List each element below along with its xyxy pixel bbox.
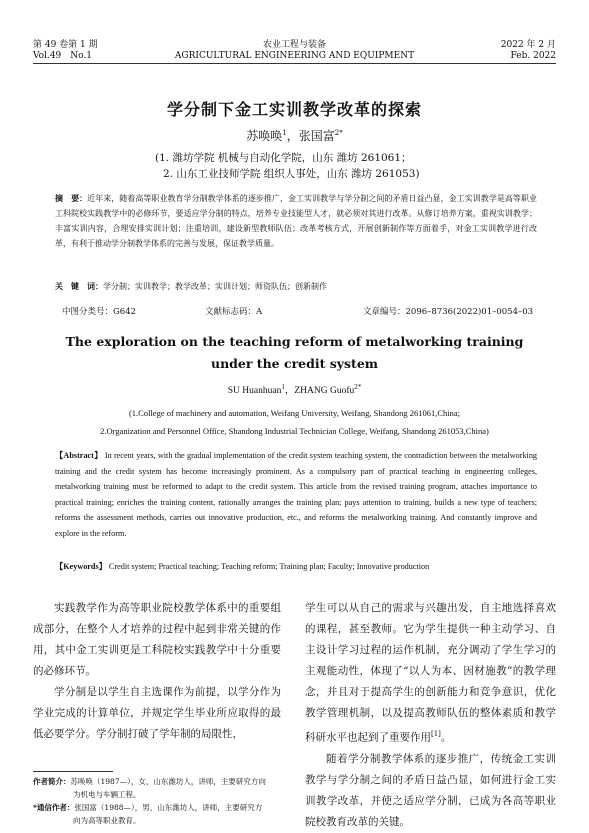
abstract-cn	[55, 191, 537, 251]
article-number-value: 2096–8736(2022)01–0054–03	[405, 307, 534, 317]
abstract-en-label: 【Abstract】	[55, 451, 103, 460]
abstract-cn-text: 近年来，随着高等职业教育学分制教学体系的逐步推广，金工实训教学与学分制之间的矛盾日益凸显，金工实训教学是高等职业工科院校实践教学中的必修环节，要适应学分制的特点，培养专业技能型人才，就必须对其进行改革。从修订培养方案，重视实训教学；丰富实训内容，合理安排实训计划；注重培训，建设新型教师队伍；改革考核方式，开展创新制作等方面着手，对金工实训教学进行改革，有利于推动学分制教学体系的完善与发展，保证教学质量。	[55, 194, 537, 248]
footnote-rule	[33, 771, 113, 772]
paper-title-en-line1: The exploration on the teaching reform of metalworking training	[65, 334, 524, 349]
classification-value: G642	[113, 307, 137, 317]
author2-en-sup: 2*	[354, 382, 362, 391]
header-date	[501, 40, 556, 62]
header-rule	[33, 63, 556, 64]
footnote-author-line1: 苏唤唤（1987—），女，山东潍坊人，讲师，主要研究方向	[70, 777, 266, 786]
footnote-author-line2: 为机电与车辆工程。	[73, 790, 141, 799]
abstract-en-text: In recent years, with the gradual implementation of the credit system teaching system, the contradiction between the metalworking training and the credit system has become increasingly prominent. As a compulsory part of practical teaching in engineering colleges, metalworking training must be reformed to adapt to the credit system. This article from the revised training program, attaches importance to practical training; enriches the training content, rationally arranges the training plan; pays attention to training, builds a new type of teachers; reforms the assessment methods, carries out innovative production, etc., and reforms the metalworking training. And constantly improve and explore in the reform.	[55, 451, 538, 538]
affiliation-1-cn: (1. 潍坊学院 机械与自动化学院，山东 潍坊 261061；	[155, 152, 412, 164]
author-sep-en: ，	[284, 386, 295, 396]
author2-cn-sup: 2*	[334, 129, 343, 137]
body-paragraph: 学分制是以学生自主选课作为前提，以学分作为学业完成的计算单位，并规定学生毕业所应取得的最低必要学分。学分制打破了学年制的局限性，	[33, 686, 281, 740]
classification-number	[62, 305, 136, 317]
keywords-en-text: Credit system; Practical teaching; Teaching reform; Training plan; Faculty; Innovative production	[108, 562, 430, 571]
affiliations-en	[0, 404, 589, 440]
footnote-corresponding-line1: 张国富（1988—），男，山东潍坊人，讲师，主要研究方	[74, 803, 263, 812]
header-volume-en: Vol.49 No.1	[33, 51, 93, 61]
document-code-label: 文献标志码：	[205, 307, 257, 317]
header-journal-cn: 农业工程与装备	[262, 40, 326, 50]
keywords-cn	[55, 281, 537, 292]
keywords-cn-text: 学分制；实训教学；教学改革；实训计划；师资队伍；创新制作	[103, 282, 327, 291]
document-code	[205, 305, 262, 317]
author1-en-sup: 1	[281, 382, 285, 391]
author1-cn-sup: 1	[282, 129, 287, 137]
classification-label: 中图分类号：	[62, 307, 114, 317]
authors-en	[0, 382, 589, 396]
author2-en: ZHANG Guofu	[294, 386, 355, 396]
author1-cn: 苏唤唤	[246, 129, 283, 143]
footnotes	[33, 775, 281, 827]
header-date-en: Feb. 2022	[510, 51, 556, 61]
body-paragraph: 随着学分制教学体系的逐步推广，传统金工实训教学与学分制之间的矛盾日益凸显，如何进行金工实训教学改革，并使之适应学分制，已成为各高等职业院校教育改革的关键。	[305, 752, 556, 828]
body-column-left	[33, 598, 281, 745]
document-code-value: A	[256, 307, 263, 317]
citation-ref: [1]	[431, 730, 441, 738]
body-column-right	[305, 598, 556, 833]
body-paragraph: 实践教学作为高等职业院校教学体系中的重要组成部分，在整个人才培养的过程中起到非常关键的作用，其中金工实训更是工科院校实践教学中十分重要的必修环节。	[33, 602, 281, 677]
keywords-en	[55, 561, 537, 572]
author2-cn: 张国富	[298, 129, 335, 143]
article-number	[363, 305, 533, 317]
footnote-corresponding-line2: 向为高等职业教育。	[73, 816, 141, 825]
footnote-corresponding	[33, 801, 281, 814]
body-paragraph-text: 学生可以从自己的需求与兴趣出发，自主地选择喜欢的课程，甚至教师。它为学生提供一种主动学习、自主设计学习过程的运作机制，充分调动了学生学习的主观能动性，体现了“以人为本、因材施教”的教学理念，并且对于提高学生的创新能力和竞争意识，优化教学管理机制，以及提高教师队伍的整体素质和教学科研水平也起到了重要作用	[305, 602, 556, 744]
abstract-cn-label: 摘 要：	[55, 193, 88, 203]
abstract-en	[55, 448, 537, 542]
footnote-corresponding-label: *通信作者：	[33, 803, 75, 812]
authors-cn	[0, 127, 589, 144]
affiliation-1-en: (1.College of machinery and automation, Weifang University, Weifang, Shandong 261061,China;	[128, 408, 461, 418]
footnote-author	[33, 775, 281, 788]
paper-title-en-line2: under the credit system	[210, 356, 379, 371]
footnote-author-label: 作者简介：	[33, 777, 71, 786]
affiliation-2-en: 2.Organization and Personnel Office, Shandong Industrial Technician College, Weifang, Shandong 261053,China)	[100, 426, 489, 436]
header-volume-cn: 第 49 卷第 1 期	[33, 40, 98, 50]
article-number-label: 文章编号：	[363, 307, 406, 317]
header-journal-en: AGRICULTURAL ENGINEERING AND EQUIPMENT	[174, 51, 415, 61]
body-paragraph-end: 。	[440, 731, 452, 744]
paper-title-cn: 学分制下金工实训教学改革的探索	[166, 100, 422, 119]
affiliation-2-cn: 2. 山东工业技师学院 组织人事处，山东 潍坊 261053)	[163, 168, 420, 180]
header-date-cn: 2022 年 2 月	[500, 40, 556, 50]
author-sep-cn: ，	[286, 129, 299, 143]
body-paragraph	[305, 598, 556, 749]
keywords-cn-label: 关 键 词：	[55, 281, 103, 291]
author1-en: SU Huanhuan	[227, 386, 282, 396]
keywords-en-label: 【Keywords】	[55, 562, 107, 571]
paper-title-en	[0, 331, 589, 375]
